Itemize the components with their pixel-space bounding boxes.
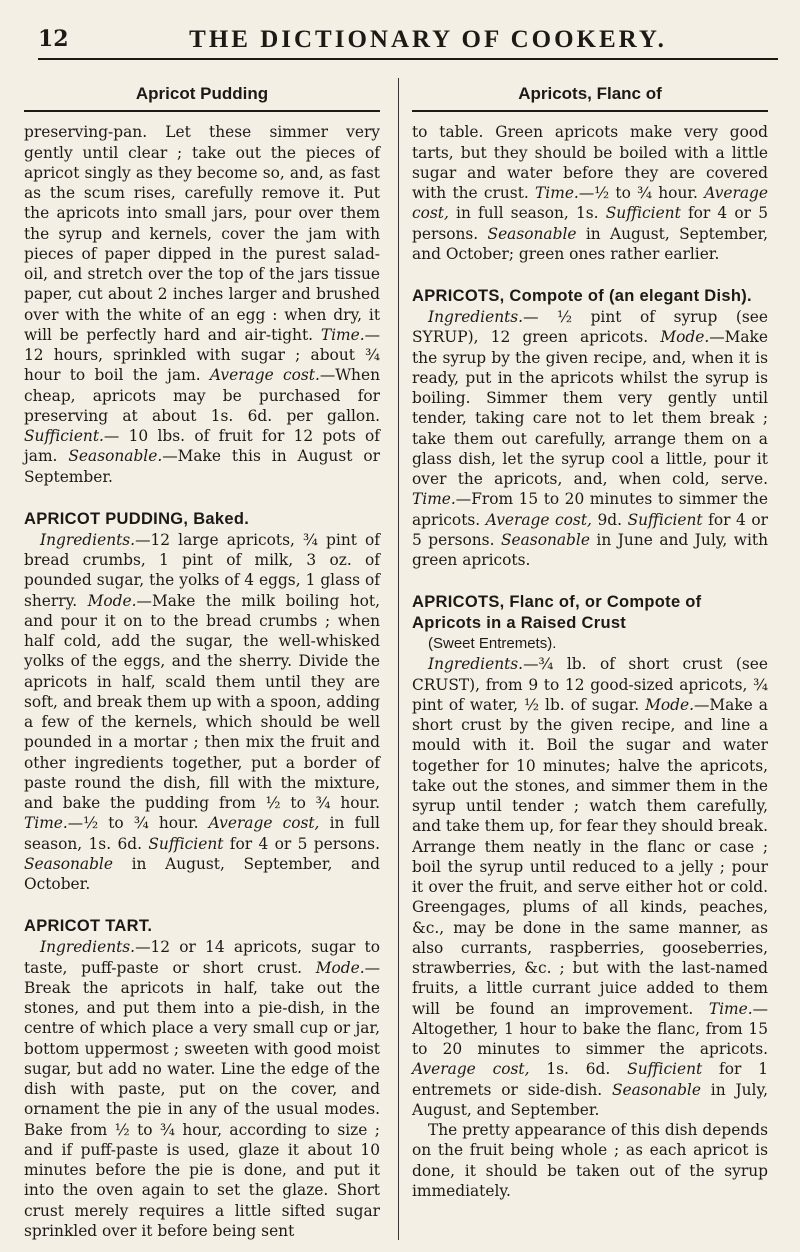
tart-cont-text: to table. Green apricots make very good tarts, but they should be boiled with a little sugar and water before they are covered with the crust. (412, 123, 768, 202)
entry-apricot-flanc (412, 592, 768, 1201)
running-title: THE DICTIONARY OF COOKERY. (189, 26, 667, 53)
apricot-flanc-note: The pretty appearance of this dish depends on the fruit being whole ; as each apricot is done, it should be taken out of the syrup immediately. (412, 1121, 768, 1200)
pudding-cost-text: in full season, 1s. 6d. (24, 814, 380, 853)
compote-sufficient-label: Sufficient (627, 510, 703, 529)
jam-text: preserving-pan. Let these simmer very gently until clear ; take out the pieces of apricot singly as they become so, and, as fast as the scum rises, carefully remove it. Put the apricots into small jars, pour over them the syrup and kernels, cover the jam with pieces of paper dipped in the purest salad-oil, and stretch over the top of the jars tissue paper, cut about 2 inches larger and brushed over with the white of an egg : when dry, it will be perfectly hard and air-tight. (24, 123, 380, 344)
left-column-header: Apricot Pudding (135, 84, 269, 103)
right-column-header: Apricots, Flanc of (518, 84, 662, 103)
compote-mode-label: Mode. (660, 328, 710, 347)
pudding-mode-label: Mode. (87, 591, 137, 610)
flanc-mode-label: Mode. (645, 695, 695, 714)
jam-cost-label: Average cost. (209, 366, 320, 385)
pudding-mode-text: —Make the milk boiling hot, and pour it on to the bread crumbs ; when half cold, add the sugar, the well-whisked yolks of the eggs, and the sherry. Divide the apricots in half, scald them until they are soft, and break them up with a spoon, adding a few of the kernels, which should be well pounded in a mortar ; then mix the fruit and other ingredients together, put a border of paste round the dish, fill with the mixture, and bake the pudding from ½ to ¾ hour. (24, 591, 380, 812)
compote-seasonable-label: Seasonable (500, 530, 590, 549)
compote-cost-label: Average cost, (485, 510, 592, 529)
flanc-time-text: —Altogether, 1 hour to bake the flanc, from 15 to 20 minutes to simmer the apricots. (412, 999, 768, 1058)
tart-cont-seasonable-text: in August, September, and October; green ones rather earlier. (412, 224, 768, 263)
page-header (38, 26, 778, 66)
tart-cont-sufficient-label: Sufficient (605, 204, 681, 223)
apricot-flanc-body (412, 654, 768, 1120)
flanc-mode-text: —Make a short crust by the given recipe, and line a mould with it. Boil the sugar and water together for 10 minutes; halve the apricots, take out the stones, and simmer them in the syrup until tender ; watch them carefully, and take them up, for fear they should break. Arrange them neatly in the flanc or case ; boil the syrup until reduced to a jelly ; pour it over the fruit, and serve either hot or cold. Greengages, plums of all kinds, peaches, &c., may be done in the same manner, as also currants, raspberries, gooseberries, strawberries, &c. ; but with the last-named fruits, a little currant juice added to them will be found an improvement. (412, 695, 768, 1018)
tart-cont-cost-text: in full season, 1s. (448, 204, 599, 223)
tart-cont-sufficient-text: for 4 or 5 persons. (412, 204, 768, 243)
tart-mode-label: Mode. (315, 958, 365, 977)
pudding-sufficient-text: for 4 or 5 persons. (223, 834, 380, 853)
column-divider (398, 78, 399, 1240)
flanc-seasonable-label: Seasonable (612, 1080, 701, 1099)
apricot-compote-title: APRICOTS, Compote of (an elegant Dish). (412, 287, 752, 305)
compote-ingredients-label: Ingredients. (428, 308, 524, 326)
compote-mode-text: —Make the syrup by the given recipe, and, when it is ready, put in the apricots whilst the syrup is boiling. Simmer them very gently until tender, taking care not to let them break ; take them out carefully, arrange them on a glass dish, let the syrup cool a little, pour it over the apricots, and, when cold, serve. (412, 328, 768, 488)
pudding-sufficient-label: Sufficient (148, 834, 224, 853)
compote-time-text: —From 15 to 20 minutes to simmer the apricots. (412, 490, 768, 529)
tart-ingredients-label: Ingredients. (40, 938, 136, 957)
tart-cont-time-text: —½ to ¾ hour. (578, 184, 698, 202)
tart-cont-cost-label: Average cost, (412, 184, 768, 223)
right-column-header-rule (412, 110, 768, 112)
compote-ingredients-text: — ½ pint of syrup (see SYRUP), 12 green apricots. (412, 308, 768, 347)
tart-mode-text: —Break the apricots in half, take out the stones, and put them into a pie-dish, in the centre of which place a very small cup or jar, bottom uppermost ; sweeten with good moist sugar, but add no water. Line the edge of the dish with paste, put on the cover, and ornament the pie in any of the usual modes. Bake from ½ to ¾ hour, according to size ; and if puff-paste is used, glaze it about 10 minutes before the pie is done, and put it into the oven again to set the glaze. Short crust merely requires a little sifted sugar sprinkled over it before being sent (24, 958, 380, 1240)
apricot-pudding-body (24, 530, 380, 895)
tart-continuation (412, 122, 768, 264)
pudding-time-label: Time. (24, 814, 68, 833)
entry-apricot-pudding (24, 509, 380, 895)
flanc-sufficient-label: Sufficient (627, 1060, 703, 1079)
apricot-compote-body (412, 307, 768, 570)
header-rule (38, 58, 778, 60)
flanc-ingredients-label: Ingredients. (428, 655, 524, 674)
jam-continuation (24, 122, 380, 487)
jam-sufficient-text: — 10 lbs. of fruit for 12 pots of jam. (24, 427, 380, 466)
compote-seasonable-text: in June and July, with green apricots. (412, 530, 768, 569)
pudding-ingredients-text: —12 large apricots, ¾ pint of bread crumbs, 1 pint of milk, 3 oz. of pounded sugar, the yolks of 4 eggs, 1 glass of sherry. (24, 530, 380, 610)
compote-cost-text: 9d. (591, 510, 623, 529)
pudding-ingredients-label: Ingredients. (40, 530, 136, 549)
entry-apricot-compote (412, 286, 768, 570)
apricot-flanc-title: APRICOTS, Flanc of, or Compote of Apricots in a Raised Crust (412, 593, 702, 633)
flanc-cost-label: Average cost, (412, 1060, 530, 1079)
tart-ingredients-text: —12 or 14 apricots, sugar to taste, puff-paste or short crust. (24, 938, 380, 977)
apricot-tart-body (24, 937, 380, 1241)
jam-cost-text: —When cheap, apricots may be purchased for preserving at about 1s. 6d. per gallon. (24, 366, 380, 425)
entry-apricot-tart (24, 916, 380, 1241)
pudding-seasonable-label: Seasonable (24, 854, 113, 873)
jam-sufficient-label: Sufficient. (24, 427, 104, 445)
compote-sufficient-text: for 4 or 5 persons. (412, 510, 768, 549)
flanc-ingredients-text: —¾ lb. of short crust (see CRUST), from 9 to 12 good-sized apricots, ¾ pint of water, ½ lb. of sugar. (412, 655, 768, 714)
pudding-time-text: —½ to ¾ hour. (67, 814, 199, 833)
left-column (24, 76, 380, 1241)
right-column (412, 76, 768, 1201)
tart-cont-seasonable-label: Seasonable (487, 224, 577, 243)
tart-cont-time-label: Time. (535, 184, 579, 202)
jam-time-text: —12 hours, sprinkled with sugar ; about ¾ hour to boil the jam. (24, 325, 380, 385)
pudding-seasonable-text: in August, September, and October. (24, 854, 380, 893)
apricot-flanc-subtitle: (Sweet Entremets). (428, 635, 557, 653)
flanc-time-label: Time. (708, 999, 753, 1018)
jam-seasonable-text: —Make this in August or September. (24, 447, 380, 486)
flanc-seasonable-text: in July, August, and September. (412, 1080, 768, 1119)
apricot-tart-title: APRICOT TART. (24, 917, 153, 936)
page-number: 12 (38, 26, 69, 52)
apricot-pudding-title: APRICOT PUDDING, Baked. (24, 509, 250, 528)
flanc-cost-text: 1s. 6d. (529, 1060, 611, 1079)
pudding-cost-label: Average cost, (208, 814, 320, 833)
jam-time-label: Time. (320, 325, 365, 344)
flanc-sufficient-text: for 1 entremets or side-dish. (412, 1060, 768, 1099)
jam-seasonable-label: Seasonable. (68, 447, 163, 466)
compote-time-label: Time. (412, 490, 456, 509)
left-column-header-rule (24, 110, 380, 112)
